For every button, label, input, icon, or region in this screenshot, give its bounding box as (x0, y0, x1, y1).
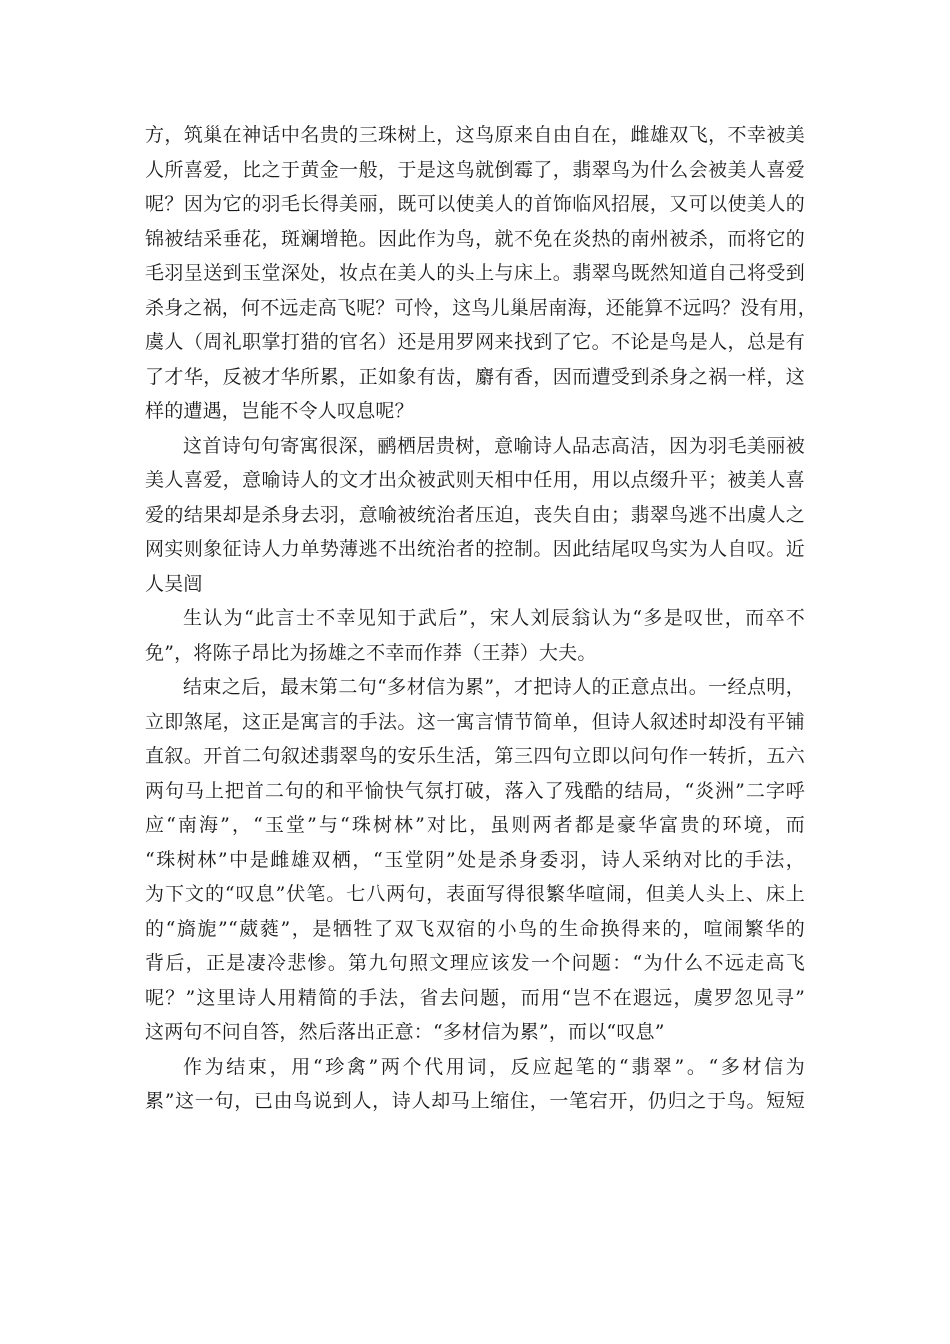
text-line: 两句马上把首二句的和平愉快气氛打破，落入了残酷的结局，“炎洲”二字呼 (145, 779, 805, 802)
text-line: 呢？因为它的羽毛长得美丽，既可以使美人的首饰临风招展，又可以使美人的 (145, 193, 805, 215)
text-line: 网实则象征诗人力单势薄逃不出统治者的控制。因此结尾叹鸟实为人自叹。近 (145, 538, 805, 560)
text-line: 这两句不问自答，然后落出正意：“多材信为累”，而以“叹息” (145, 1021, 665, 1043)
text-line: 结束之后，最末第二句“多材信为累”，才把诗人的正意点出。一经点明， (183, 676, 805, 698)
text-line: 虞人（周礼职掌打猎的官名）还是用罗网来找到了它。不论是鸟是人，总是有 (145, 331, 805, 353)
text-line: 了才华，反被才华所累，正如象有齿，麝有香，因而遭受到杀身之祸一样，这 (145, 365, 805, 388)
text-line: 的“旖旎”“葳蕤”，是牺牲了双飞双宿的小鸟的生命换得来的，喧闹繁华的 (145, 917, 805, 940)
paragraph-5 (145, 1050, 805, 1119)
text-line: 美人喜爱，意喻诗人的文才出众被武则天相中任用，用以点缀升平；被美人喜 (145, 469, 805, 491)
text-line: 为下文的“叹息”伏笔。七八两句，表面写得很繁华喧闹，但美人头上、床上 (145, 883, 805, 905)
text-line: 免”，将陈子昂比为扬雄之不幸而作莽（王莽）大夫。 (145, 641, 597, 664)
text-line: 人所喜爱，比之于黄金一般，于是这鸟就倒霉了，翡翠鸟为什么会被美人喜爱 (145, 158, 805, 181)
text-line: 呢？”这里诗人用精简的手法，省去问题，而用“岂不在遐远，虞罗忽见寻” (145, 986, 805, 1009)
paragraph-1 (145, 118, 818, 429)
paragraph-2 (145, 429, 805, 602)
text-line: 生认为“此言士不幸见知于武后”，宋人刘辰翁认为“多是叹世，而卒不 (183, 607, 805, 629)
text-line: 毛羽呈送到玉堂深处，妆点在美人的头上与床上。翡翠鸟既然知道自己将受到 (145, 262, 805, 284)
text-line: 直叙。开首二句叙述翡翠鸟的安乐生活，第三四句立即以问句作一转折，五六 (145, 745, 805, 767)
text-line: 样的遭遇，岂能不令人叹息呢？ (145, 400, 414, 422)
text-line: 爱的结果却是杀身去羽，意喻被统治者压迫，丧失自由；翡翠鸟逃不出虞人之 (145, 503, 805, 526)
text-line: 立即煞尾，这正是寓言的手法。这一寓言情节简单，但诗人叙述时却没有平铺 (145, 710, 805, 733)
text-line: 方，筑巢在神话中名贵的三珠树上，这鸟原来自由自在，雌雄双飞，不幸被美 (145, 124, 805, 146)
text-line: 锦被结采垂花，斑斓增艳。因此作为鸟，就不免在炎热的南州被杀，而将它的 (145, 227, 805, 250)
document-page (145, 118, 818, 1119)
text-line: 人吴闿 (145, 572, 203, 595)
text-line: 累”这一句，已由鸟说到人，诗人却马上缩住，一笔宕开，仍归之于鸟。短短 (145, 1090, 805, 1112)
paragraph-3 (145, 601, 805, 670)
text-line: 应“南海”，“玉堂”与“珠树林”对比，虽则两者都是豪华富贵的环境，而 (145, 814, 805, 836)
text-line: “珠树林”中是雌雄双栖，“玉堂阴”处是杀身委羽，诗人采纳对比的手法， (145, 848, 805, 871)
text-line: 杀身之祸，何不远走高飞呢？可怜，这鸟儿巢居南海，还能算不远吗？没有用， (145, 296, 818, 319)
text-line: 作为结束，用“珍禽”两个代用词，反应起笔的“翡翠”。“多材信为 (183, 1055, 805, 1078)
text-line: 这首诗句句寄寓很深，鹂栖居贵树，意喻诗人品志高洁，因为羽毛美丽被 (183, 434, 805, 457)
paragraph-4 (145, 670, 805, 1050)
text-line: 背后，正是凄冷悲惨。第九句照文理应该发一个问题：“为什么不远走高飞 (145, 952, 805, 974)
